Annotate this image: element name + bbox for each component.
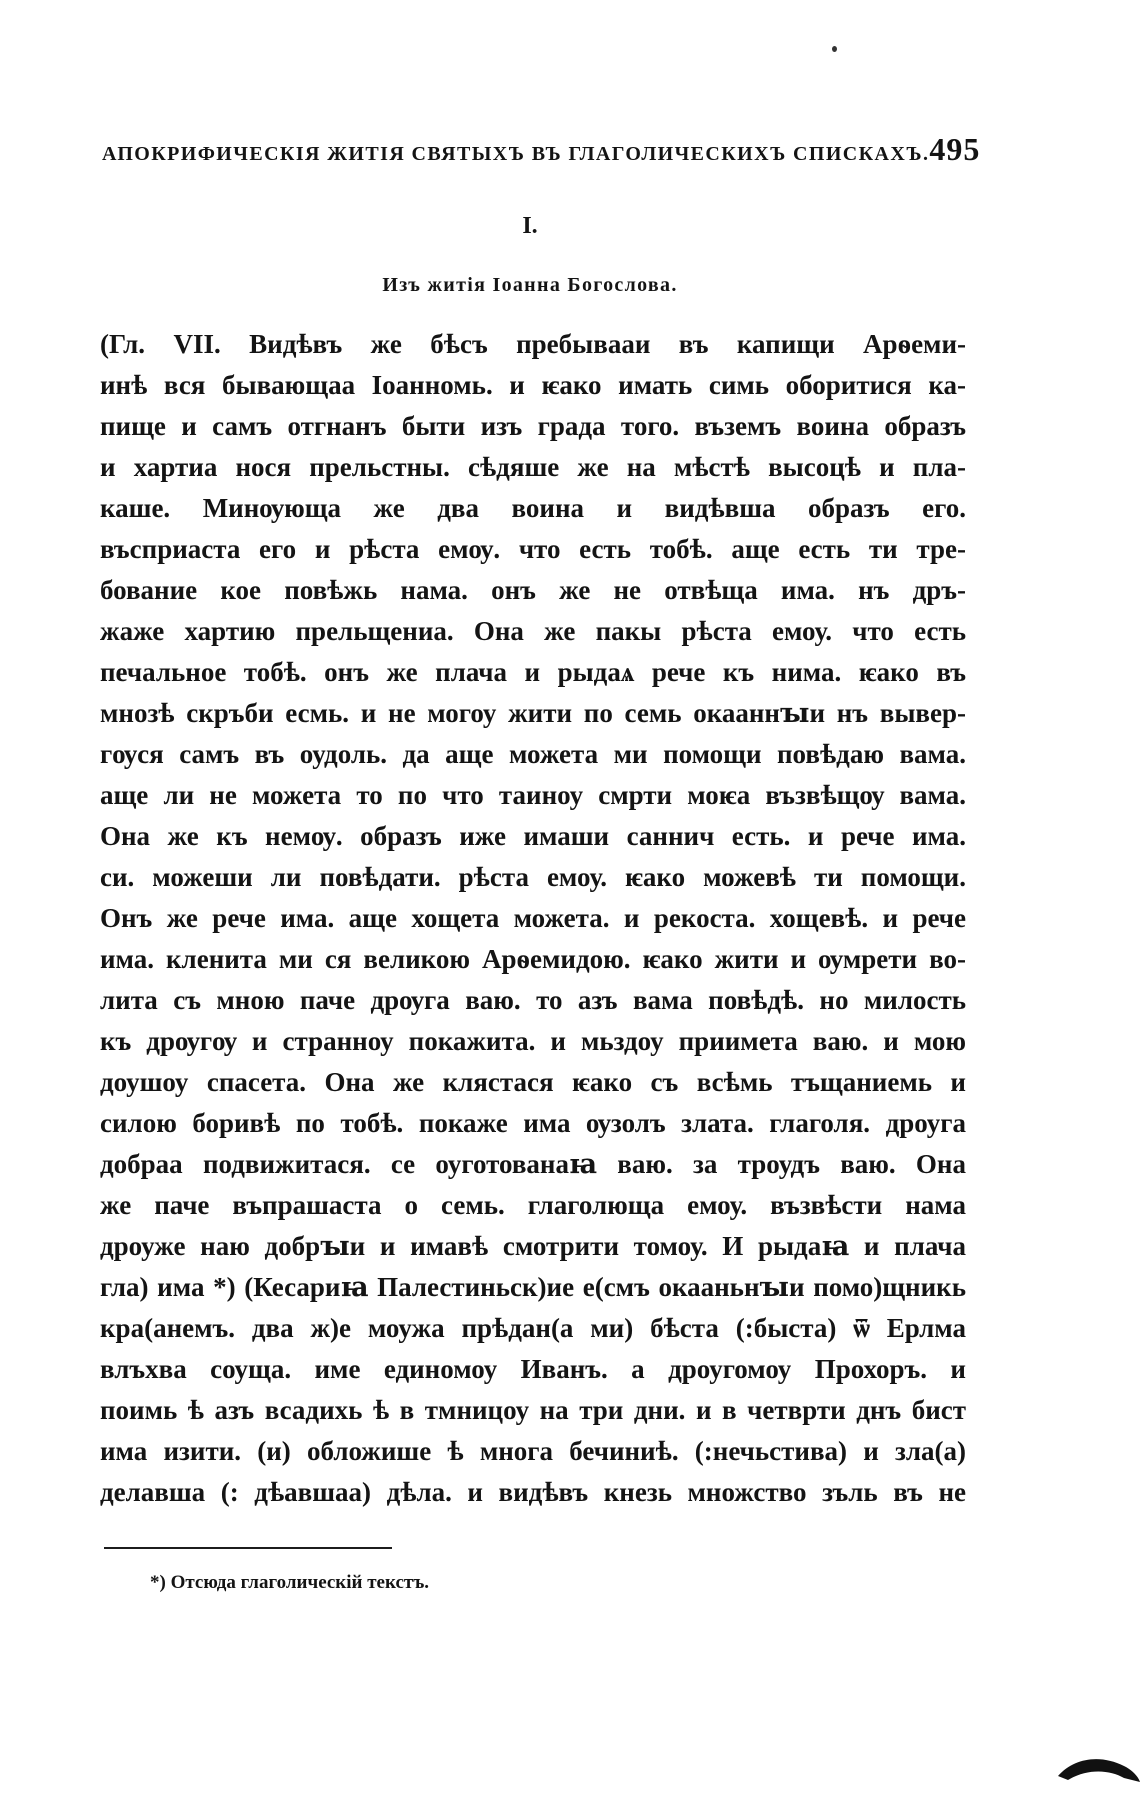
- text-line: лита съ мною паче дрѹга ваю. то азъ вама повѣдѣ. но милость: [100, 985, 966, 1015]
- text-line: има изити. (и) обложише ѣ многа бечиниѣ. (:нечьстива) и зла(а): [100, 1436, 966, 1466]
- text-line: Она же къ немѹ. образъ иже имаши саннич есть. и рече има.: [100, 821, 966, 851]
- text-line: и хартиа нося прельстны. сѣдяше же на мѣстѣ высоцѣ и пла-: [100, 452, 966, 482]
- text-line: къ дрѹгѹ и странноу покажита. и мьздоу приимета ваю. и мою: [100, 1026, 966, 1056]
- text-line: поимь ѣ азъ всадихь ѣ в тмницоу на три дни. и в четврти днъ бист: [100, 1395, 966, 1425]
- text-line: кра(анемъ. два ж)е моужа прѣдан(а ми) бѣста (:быста) ѿ Ерлма: [100, 1313, 966, 1343]
- text-line: доушоу спасета. Она же клястася ѥако съ всѣмь тъщаниемь и: [100, 1067, 966, 1097]
- text-line: добраа подвижитася. се оуготованаꙗ ваю. за троудъ ваю. Она: [100, 1149, 966, 1179]
- section-number: I.: [522, 213, 538, 239]
- text-line: гѹся самъ въ оудоль. да аще можета ми помощи повѣдаю вама.: [100, 739, 966, 769]
- text-line: печальное тобѣ. онъ же плача и рыдаѧ рече къ нима. ѥако въ: [100, 657, 966, 687]
- text-line: бование кое повѣжь нама. онъ же не отвѣща има. нъ дръ-: [100, 575, 966, 605]
- text-line: же паче въпрашаста о семь. глаголюща емоу. възвѣсти нама: [100, 1190, 966, 1220]
- text-line: силою боривѣ по тобѣ. покаже има ѹзолъ злата. глаголя. дроуга: [100, 1108, 966, 1138]
- text-line: Онъ же рече има. аще хощета можета. и рекоста. хощевѣ. и рече: [100, 903, 966, 933]
- footnote: *) Отсюда глаголическiй текстъ.: [150, 1572, 430, 1593]
- text-line: влъхва соуща. име единомоу Иванъ. а дроугомоу Прохоръ. и: [100, 1354, 966, 1384]
- text-line: делавша (: дѣавшаа) дѣла. и видѣвъ кнезь множство зъль въ не: [100, 1477, 966, 1507]
- body-text: [100, 324, 966, 1513]
- section-title: Изъ житія Іоанна Богослова.: [382, 274, 678, 296]
- text-line: пище и самъ отгнанъ быти изъ града того. въземъ воина образъ: [100, 411, 966, 441]
- text-line: каше. Минѹюща же два воина и видѣвша образъ его.: [100, 493, 966, 523]
- text-line: инѣ вся бывающаа Іоанномь. и ѥако имать симь оборитися ка-: [100, 370, 966, 400]
- running-title: АПОКРИФИЧЕСКIЯ ЖИТIЯ СВЯТЫХЪ ВЪ ГЛАГОЛИЧЕСКИХЪ СПИСКАХЪ.: [102, 143, 930, 165]
- page-corner-mark: [1054, 1748, 1140, 1788]
- text-line: (Гл. VII. Видѣвъ же бѣсъ пребывааи въ капищи Арѳеми-: [100, 329, 966, 359]
- text-line: дроуже наю добрꙑи и имавѣ смотрити томоу. И рыдаꙗ и плача: [100, 1231, 966, 1261]
- page-number: 495: [929, 131, 981, 167]
- text-line: си. можеши ли повѣдати. рѣста емоу. ѥако можевѣ ти помощи.: [100, 862, 966, 892]
- ink-speck: [832, 46, 837, 52]
- text-line: въсприаста его и рѣста емѹ. что есть тобѣ. аще есть ти тре-: [100, 534, 966, 564]
- footnote-rule: [104, 1547, 392, 1549]
- text-line: гла) има *) (Кесариꙗ Палестиньск)ие е(смъ окааньнꙑи помо)щникь: [100, 1272, 966, 1302]
- text-line: има. кленита ми ся великою Арѳемидою. ѥако жити и ѹмрети во-: [100, 944, 966, 974]
- text-line: жаже хартию прельщениа. Она же пакы рѣста емоу. что есть: [100, 616, 966, 646]
- text-line: аще ли не можета то по что таиноу смрти моѥа възвѣщѹ вама.: [100, 780, 966, 810]
- running-head: [102, 131, 981, 171]
- text-line: мнозѣ скръби есмь. и не могоу жити по семь окааннꙑи нъ вывер-: [100, 698, 966, 728]
